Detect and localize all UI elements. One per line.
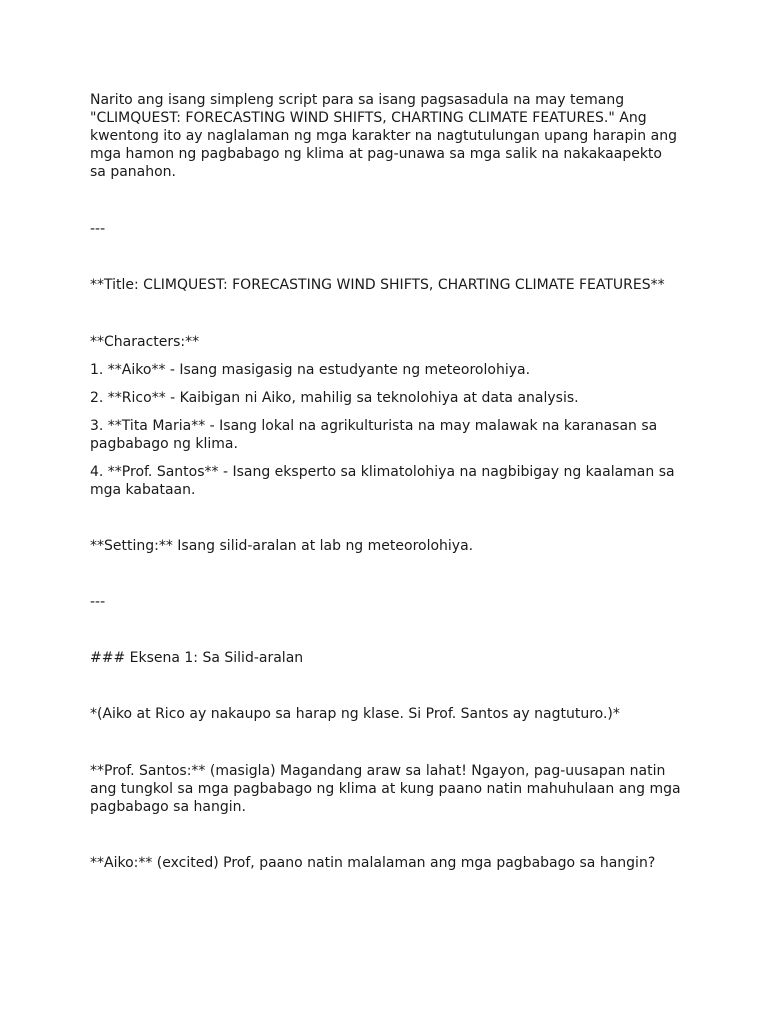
character-item-tita-maria: 3. **Tita Maria** - Isang lokal na agrikulturista na may malawak na karanasan sa pagbabago ng klima. (90, 418, 658, 452)
character-item-rico: 2. **Rico** - Kaibigan ni Aiko, mahilig sa teknolohiya at data analysis. (90, 390, 579, 406)
dialogue-prof-santos: **Prof. Santos:** (masigla) Magandang araw sa lahat! Ngayon, pag-uusapan natin ang tungkol sa mga pagbabago ng klima at kung paano natin mahuhulaan ang mga pagbabago sa hangin. (90, 763, 681, 815)
setting-line: **Setting:** Isang silid-aralan at lab ng meteorolohiya. (90, 538, 474, 554)
separator: --- (90, 594, 106, 610)
stage-direction: *(Aiko at Rico ay nakaupo sa harap ng klase. Si Prof. Santos ay nagtuturo.)* (90, 706, 620, 722)
separator: --- (90, 221, 106, 237)
dialogue-aiko: **Aiko:** (excited) Prof, paano natin malalaman ang mga pagbabago sa hangin? (90, 855, 656, 871)
script-title: **Title: CLIMQUEST: FORECASTING WIND SHIFTS, CHARTING CLIMATE FEATURES** (90, 277, 665, 293)
character-item-aiko: 1. **Aiko** - Isang masigasig na estudyante ng meteorolohiya. (90, 362, 531, 378)
scene-heading: ### Eksena 1: Sa Silid-aralan (90, 650, 304, 666)
character-list (90, 361, 682, 499)
characters-heading: **Characters:** (90, 334, 200, 350)
intro-paragraph: Narito ang isang simpleng script para sa isang pagsasadula na may temang "CLIMQUEST: FORECASTING WIND SHIFTS, CHARTING CLIMATE FEATURES." Ang kwentong ito ay naglalaman ng mga karakter na nagtutulungan upang harapin ang mga hamon ng pagbabago ng klima at pag-unawa sa mga salik na nakakaapekto sa panahon. (90, 92, 677, 180)
character-item-prof-santos: 4. **Prof. Santos** - Isang eksperto sa klimatolohiya na nagbibigay ng kaalaman sa mga kabataan. (90, 464, 675, 498)
document-page (90, 91, 682, 872)
